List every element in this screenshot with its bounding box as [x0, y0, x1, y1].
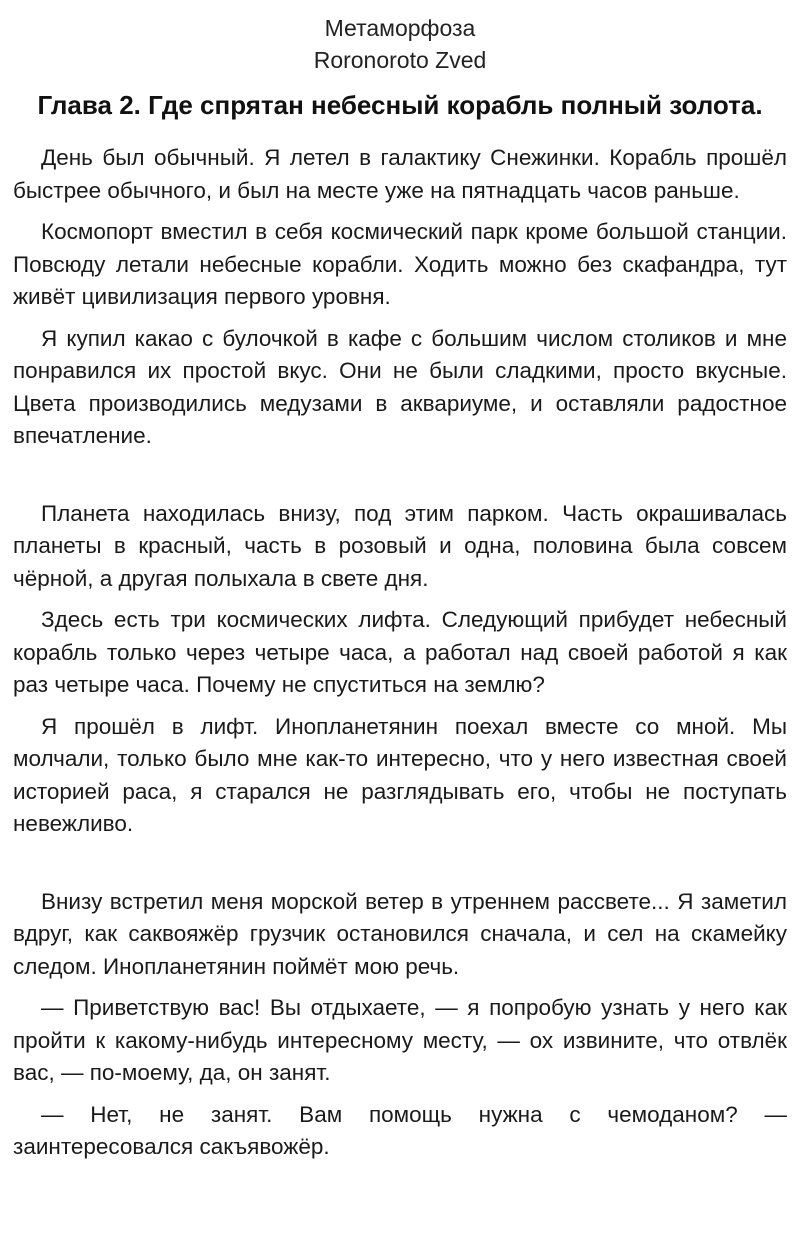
paragraph: Планета находилась внизу, под этим парком. Часть окрашивалась планеты в красный, часть в розовый и одна, половина была совсем чёрной, а другая полыхала в свете дня. — [13, 500, 787, 591]
paragraph: День был обычный. Я летел в галактику Снежинки. Корабль прошёл быстрее обычного, и был на месте уже на пятнадцать часов раньше. — [13, 145, 787, 203]
chapter-title: Глава 2. Где спрятан небесный корабль полный золота. — [37, 90, 763, 120]
paragraph: Внизу встретил меня морской ветер в утреннем рассвете... Я заметил вдруг, как саквояжёр грузчик остановился сначала, и сел на скамейку следом. Инопланетянин поймёт мою речь. — [13, 888, 787, 979]
paragraph: Здесь есть три космических лифта. Следующий прибудет небесный корабль только через четыре часа, а работал над своей работой я как раз четыре часа. Почему не спуститься на землю? — [13, 607, 787, 697]
book-header — [13, 0, 787, 76]
paragraph: Я купил какао с булочкой в кафе с большим числом столиков и мне понравился их простой вкус. Они не были сладкими, просто вкусные. Цвета производились медузами в аквариуме, и оставляли радостное впечатление. — [13, 325, 787, 448]
book-author: Roronoroto Zved — [313, 47, 487, 73]
paragraph: Я прошёл в лифт. Инопланетянин поехал вместе со мной. Мы молчали, только было мне как-то интересно, что у него известная своей историей раса, я старался не разглядывать его, чтобы не поступать невежливо. — [13, 713, 787, 836]
book-title: Метаморфоза — [324, 15, 476, 41]
paragraph: Космопорт вместил в себя космический парк кроме большой станции. Повсюду летали небесные корабли. Ходить можно без скафандра, тут живёт цивилизация первого уровня. — [13, 219, 787, 309]
paragraph: — Нет, не занят. Вам помощь нужна с чемоданом? — заинтересовался сакъявожёр. — [13, 1101, 787, 1159]
chapter-text — [13, 142, 787, 1164]
paragraph: — Приветствую вас! Вы отдыхаете, — я попробую узнать у него как пройти к какому-нибудь интересному месту, — ох извините, что отвлёк вас, — по-моему, да, он занят. — [13, 995, 787, 1085]
